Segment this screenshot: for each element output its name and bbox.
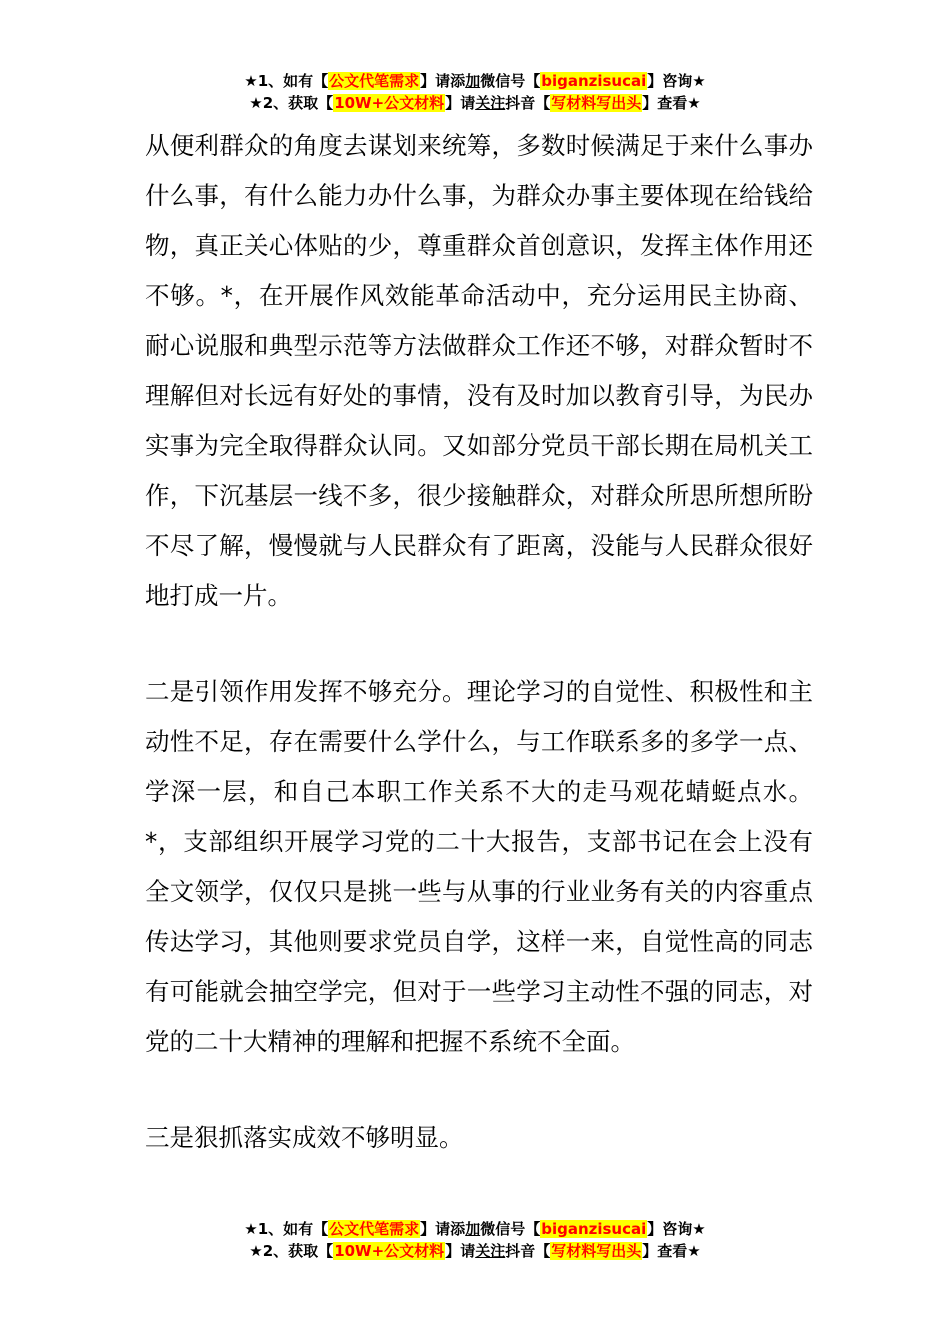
- banner-text: 】请: [445, 94, 476, 112]
- highlight-douyin-account: 写材料写出头: [551, 1242, 642, 1260]
- paragraph: 二是引领作用发挥不够充分。理论学习的自觉性、积极性和主动性不足，存在需要什么学什么，与工作联系多的多学一点、学深一层，和自己本职工作关系不大的走马观花蜻蜓点水。*，支部组织开展学习党的二十大报告，支部书记在会上没有全文领学，仅仅只是挑一些与从事的行业业务有关的内容重点传达学习，其他则要求党员自学，这样一来，自觉性高的同志有可能就会抽空学完，但对于一些学习主动性不强的同志，对党的二十大精神的理解和把握不系统不全面。: [145, 677, 813, 1056]
- banner-text: ★1、如有【: [244, 1220, 329, 1238]
- banner-text: 抖音【: [505, 94, 551, 112]
- highlight-douyin-account: 写材料写出头: [551, 94, 642, 112]
- banner-text: 】请添: [420, 72, 466, 90]
- paragraph: 从便利群众的角度去谋划来统筹，多数时候满足于来什么事办什么事，有什么能力办什么事，为群众办事主要体现在给钱给物，真正关心体贴的少，尊重群众首创意识，发挥主体作用还不够。*，在开展作风效能革命活动中，充分运用民主协商、耐心说服和典型示范等方法做群众工作还不够，对群众暂时不理解但对长远有好处的事情，没有及时加以教育引导，为民办实事为完全取得群众认同。又如部分党员干部长期在局机关工作，下沉基层一线不多，很少接触群众，对群众所思所想所盼不尽了解，慢慢就与人民群众有了距离，没能与人民群众很好地打成一片。: [145, 131, 813, 610]
- banner-text: 微信号【: [480, 72, 541, 90]
- banner-text: ★2、获取【: [249, 1242, 334, 1260]
- banner-line-2: [0, 92, 950, 114]
- highlight-service: 公文代笔需求: [329, 1220, 420, 1238]
- paragraph: 三是狠抓落实成效不够明显。: [145, 1123, 464, 1152]
- highlight-wechat-id: biganzisucai: [541, 72, 647, 90]
- footer-banner: [0, 1218, 950, 1262]
- banner-text: 】请添: [420, 1220, 466, 1238]
- banner-text: 抖音【: [505, 1242, 551, 1260]
- banner-text: 】查看★: [642, 94, 701, 112]
- document-body: [145, 121, 813, 1163]
- banner-text: 】咨询★: [647, 72, 706, 90]
- banner-text: 】请: [445, 1242, 476, 1260]
- banner-line-1: [0, 1218, 950, 1240]
- header-banner: [0, 70, 950, 114]
- highlight-service: 公文代笔需求: [329, 72, 420, 90]
- banner-line-2: [0, 1240, 950, 1262]
- paragraph-gap: [145, 621, 813, 667]
- banner-text: ★1、如有【: [244, 72, 329, 90]
- banner-text: ★2、获取【: [249, 94, 334, 112]
- highlight-materials: 10W+公文材料: [334, 1242, 445, 1260]
- banner-text: 】咨询★: [647, 1220, 706, 1238]
- underlined-text: 关注: [475, 1242, 506, 1260]
- highlight-wechat-id: biganzisucai: [541, 1220, 647, 1238]
- underlined-text: 关注: [475, 94, 506, 112]
- banner-line-1: [0, 70, 950, 92]
- highlight-materials: 10W+公文材料: [334, 94, 445, 112]
- underlined-text: 加: [465, 72, 481, 90]
- banner-text: 】查看★: [642, 1242, 701, 1260]
- underlined-text: 加: [465, 1220, 481, 1238]
- paragraph-gap: [145, 1067, 813, 1113]
- banner-text: 微信号【: [480, 1220, 541, 1238]
